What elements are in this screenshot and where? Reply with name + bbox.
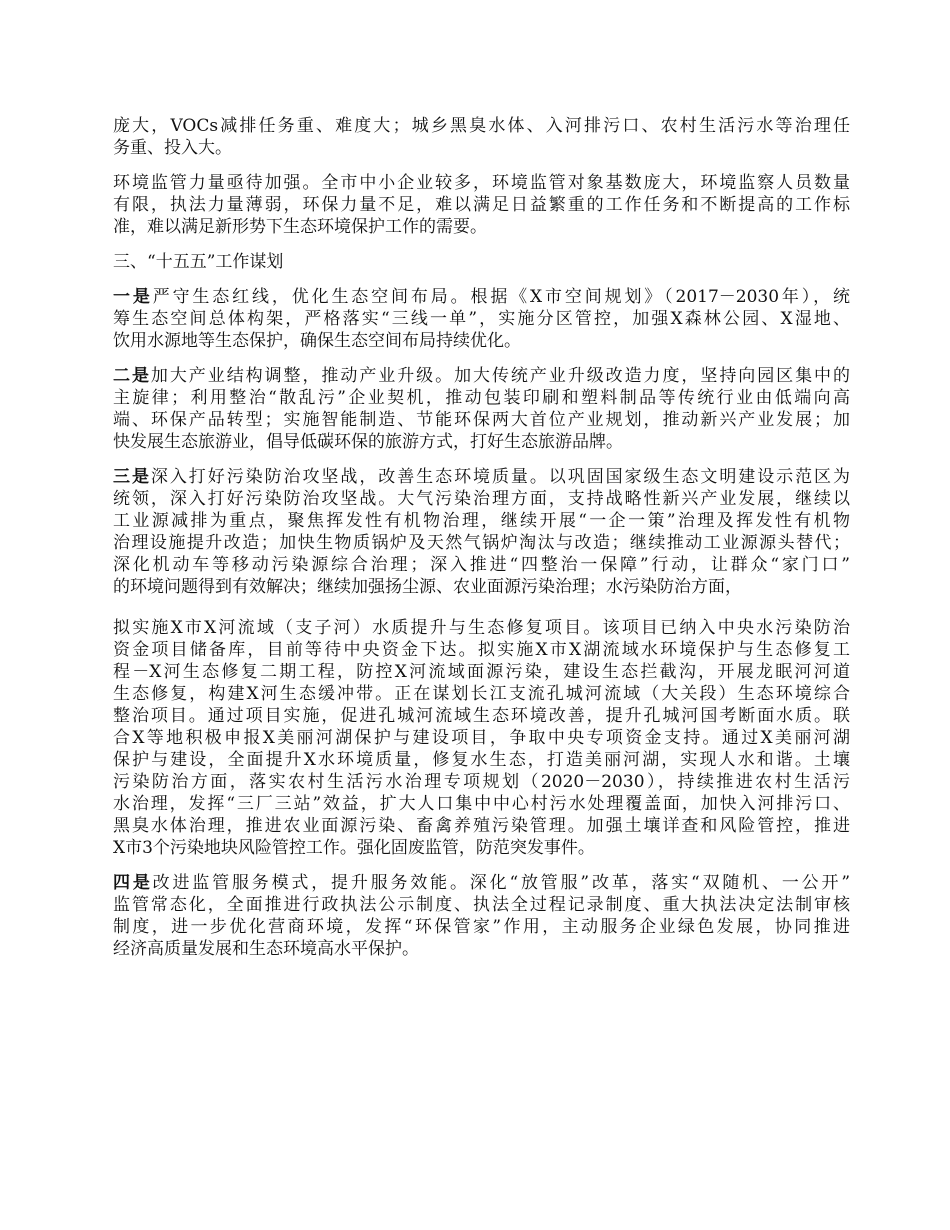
line-text: 治理设施提升改造；加快生物质锅炉及天然气锅炉淘汰与改造；继续推动工业源源头替代； (113, 533, 850, 553)
line-text: 程－X河生态修复二期工程，防控X河流域面源污染，建设生态拦截沟，开展龙眠河河道 (113, 662, 850, 682)
paragraph (113, 286, 850, 352)
text-line (113, 308, 850, 330)
line-text: 快发展生态旅游业，倡导低碳环保的旅游方式，打好生态旅游品牌。 (113, 432, 623, 452)
line-text: 的环境问题得到有效解决；继续加强扬尘源、农业面源污染治理；水污染防治方面， (113, 577, 742, 597)
line-text: 拟实施X市X河流域（支子河）水质提升与生态修复项目。该项目已纳入中央水污染防治 (113, 618, 850, 638)
text-line (113, 286, 850, 308)
text-line (113, 576, 850, 598)
text-line (113, 194, 850, 216)
text-line (113, 705, 850, 727)
line-text: 庞大，VOCs减排任务重、难度大；城乡黑臭水体、入河排污口、农村生活污水等治理任 (113, 116, 850, 136)
line-text: 资金项目储备库，目前等待中央资金下达。拟实施X市X湖流域水环境保护与生态修复工 (113, 640, 850, 660)
text-line (113, 216, 850, 238)
paragraph (113, 617, 850, 859)
text-line (113, 683, 850, 705)
text-line (113, 815, 850, 837)
paragraph (113, 365, 850, 453)
line-text: 水治理，发挥“三厂三站”效益，扩大人口集中中心村污水处理覆盖面，加快入河排污口、 (113, 794, 850, 814)
line-text: 准，难以满足新形势下生态环境保护工作的需要。 (113, 217, 487, 237)
line-text: 工业源减排为重点，聚焦挥发性有机物治理，继续开展“一企一策”治理及挥发性有机物 (113, 511, 850, 531)
line-text: 统领，深入打好污染防治攻坚战。大气污染治理方面，支持战略性新兴产业发展，继续以 (113, 489, 850, 509)
text-line (113, 510, 850, 532)
line-text: 生态修复，构建X河生态缓冲带。正在谋划长江支流孔城河流域（大关段）生态环境综合 (113, 684, 850, 704)
line-text: 保护与建设，全面提升X水环境质量，修复水生态，打造美丽河湖，实现人水和谐。土壤 (113, 750, 850, 770)
line-text: 有限，执法力量薄弱，环保力量不足，难以满足日益繁重的工作任务和不断提高的工作标 (113, 195, 850, 215)
paragraph (113, 466, 850, 598)
text-line (113, 330, 850, 352)
text-line (113, 727, 850, 749)
paragraph-lead: 一是 (113, 287, 153, 307)
line-text: 筹生态空间总体构架，严格落实“三线一单”，实施分区管控，加强X森林公园、X湿地、 (113, 309, 850, 329)
text-line (113, 532, 850, 554)
text-line (113, 431, 850, 453)
line-text: 环境监管力量亟待加强。全市中小企业较多，环境监管对象基数庞大，环境监察人员数量 (113, 173, 850, 193)
paragraph (113, 115, 850, 159)
text-line (113, 365, 850, 387)
paragraph-lead: 四是 (113, 873, 153, 893)
line-text: 严守生态红线，优化生态空间布局。根据《X市空间规划》（2017－2030年），统 (152, 287, 850, 307)
text-line (113, 617, 850, 639)
text-line (113, 938, 850, 960)
document-page (113, 115, 850, 973)
line-text: 饮用水源地等生态保护，确保生态空间布局持续优化。 (113, 331, 521, 351)
line-text: 深入打好污染防治攻坚战，改善生态环境质量。以巩固国家级生态文明建设示范区为 (150, 467, 851, 487)
line-text: X市3个污染地块风险管控工作。强化固废监管，防范突发事件。 (113, 838, 595, 858)
text-line (113, 639, 850, 661)
paragraph-lead: 二是 (113, 366, 151, 386)
text-line (113, 749, 850, 771)
line-text: 端、环保产品转型；实施智能制造、节能环保两大首位产业规划，推动新兴产业发展；加 (113, 410, 850, 430)
text-line (113, 172, 850, 194)
text-line (113, 837, 850, 859)
line-text: 整治项目。通过项目实施，促进孔城河流域生态环境改善，提升孔城河国考断面水质。联 (113, 706, 850, 726)
line-text: 制度，进一步优化营商环境，发挥“环保管家”作用，主动服务企业绿色发展，协同推进 (113, 917, 850, 937)
text-line (113, 872, 850, 894)
text-line (113, 661, 850, 683)
text-line (113, 115, 850, 137)
paragraph-lead: 三是 (113, 467, 151, 487)
line-text: 监管常态化，全面推进行政执法公示制度、执法全过程记录制度、重大执法决定法制审核 (113, 895, 850, 915)
paragraph (113, 872, 850, 960)
text-line (113, 554, 850, 576)
paragraph (113, 172, 850, 238)
line-text: 加大产业结构调整，推动产业升级。加大传统产业升级改造力度，坚持向园区集中的 (150, 366, 851, 386)
text-line (113, 771, 850, 793)
text-line (113, 916, 850, 938)
text-line (113, 793, 850, 815)
text-line (113, 387, 850, 409)
line-text: 改进监管服务模式，提升服务效能。深化“放管服”改革，落实“双随机、一公开” (152, 873, 851, 893)
line-text: 经济高质量发展和生态环境高水平保护。 (113, 939, 419, 959)
text-line (113, 251, 850, 273)
line-text: 三、“十五五”工作谋划 (113, 252, 284, 272)
line-text: 深化机动车等移动污染源综合治理；深入推进“四整治一保障”行动，让群众“家门口” (113, 555, 850, 575)
line-text: 黑臭水体治理，推进农业面源污染、畜禽养殖污染管理。加强土壤详查和风险管控，推进 (113, 816, 850, 836)
line-text: 污染防治方面，落实农村生活污水治理专项规划（2020－2030），持续推进农村生活污 (113, 772, 850, 792)
line-text: 主旋律；利用整治“散乱污”企业契机，推动包装印刷和塑料制品等传统行业由低端向高 (113, 388, 850, 408)
section-heading (113, 251, 850, 273)
text-line (113, 137, 850, 159)
text-line (113, 894, 850, 916)
text-line (113, 409, 850, 431)
line-text: 务重、投入大。 (113, 138, 232, 158)
text-line (113, 488, 850, 510)
line-text: 合X等地积极申报X美丽河湖保护与建设项目，争取中央专项资金支持。通过X美丽河湖 (113, 728, 850, 748)
text-line (113, 466, 850, 488)
